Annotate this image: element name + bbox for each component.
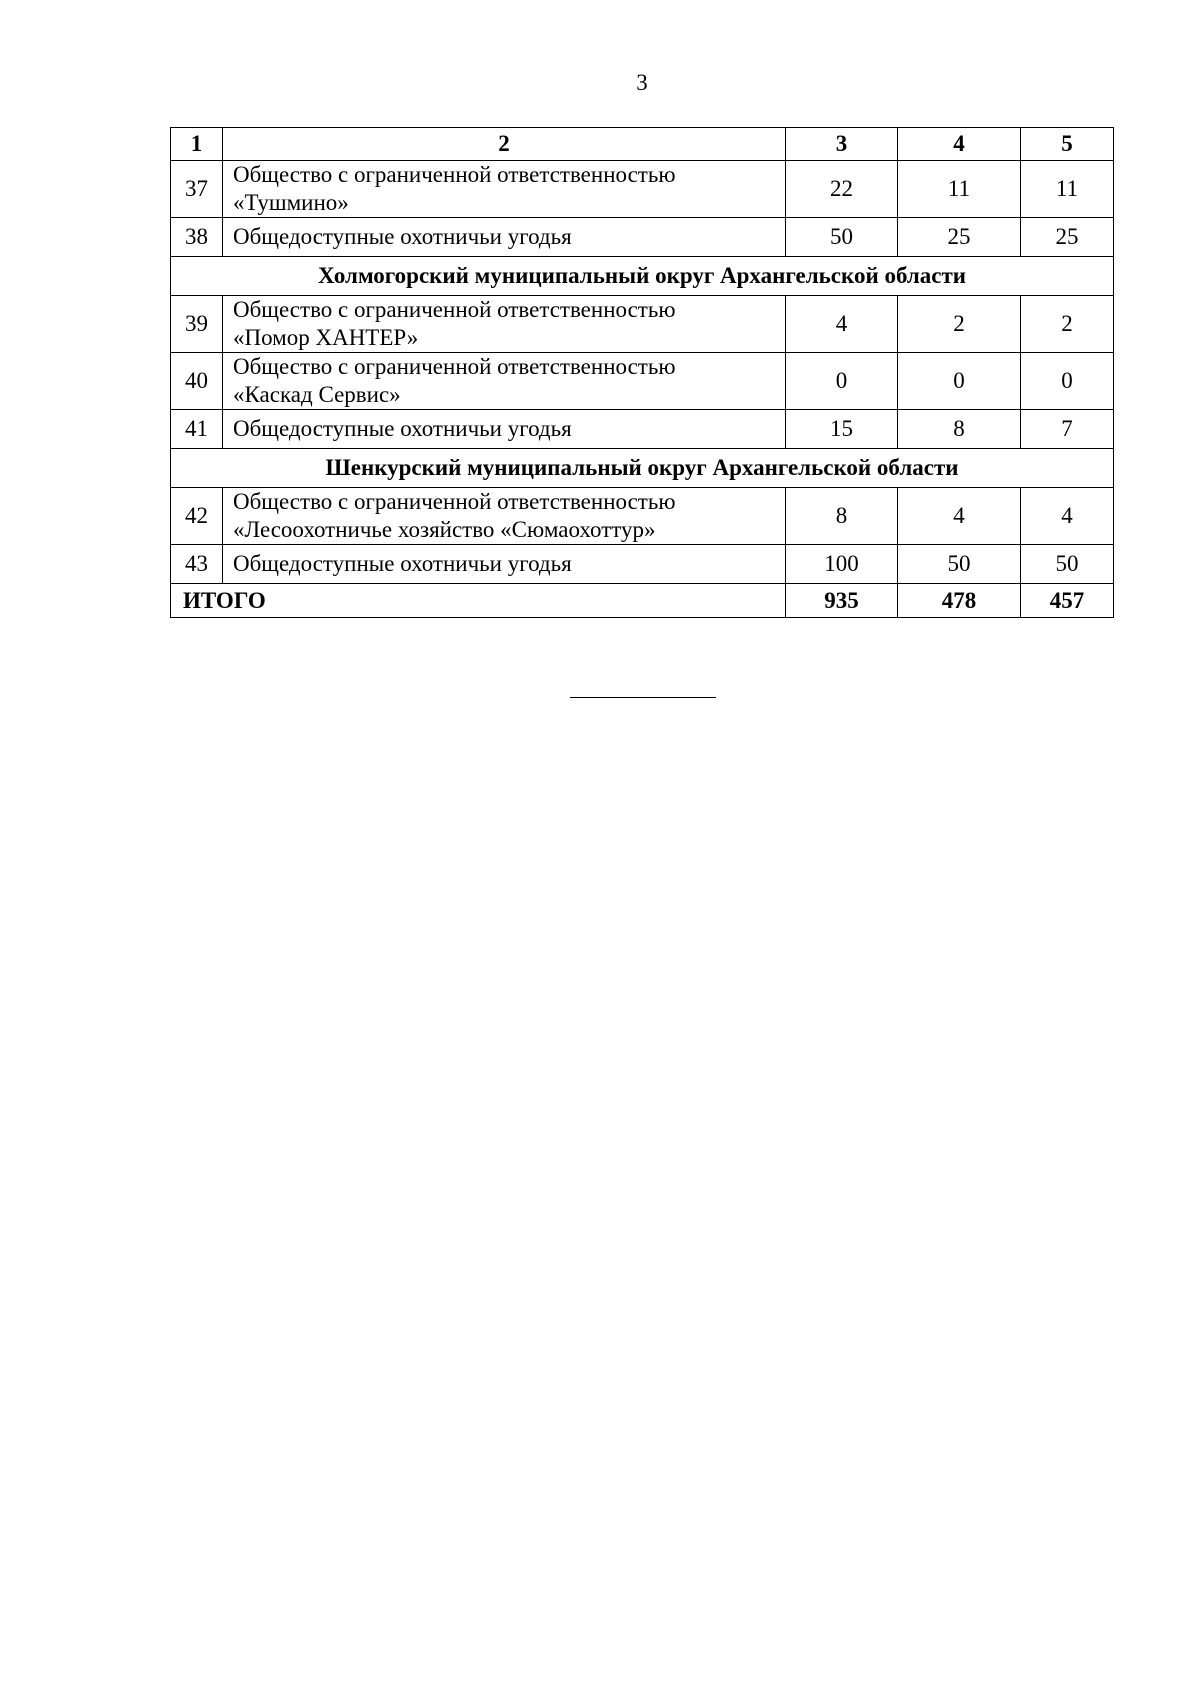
row-name-line: Общество с ограниченной ответственностью (233, 489, 676, 514)
total-col4: 478 (898, 584, 1021, 618)
value-col4: 4 (898, 488, 1021, 545)
row-name: Общедоступные охотничьи угодья (223, 545, 786, 584)
value-col3: 15 (786, 410, 898, 449)
value-col5: 7 (1021, 410, 1114, 449)
table-row (171, 488, 1114, 545)
value-col3: 50 (786, 218, 898, 257)
table-row (171, 296, 1114, 353)
row-name-line: «Помор ХАНТЕР» (233, 325, 419, 350)
table-row (171, 161, 1114, 218)
row-name-line: Общество с ограниченной ответственностью (233, 297, 676, 322)
row-number: 42 (171, 488, 223, 545)
section-title: Шенкурский муниципальный округ Архангельской области (171, 449, 1114, 488)
value-col4: 25 (898, 218, 1021, 257)
value-col3: 8 (786, 488, 898, 545)
header-cell: 1 (171, 128, 223, 161)
row-name (223, 296, 786, 353)
row-number: 43 (171, 545, 223, 584)
allocation-table (170, 127, 1114, 618)
row-number: 40 (171, 353, 223, 410)
value-col4: 11 (898, 161, 1021, 218)
end-divider (570, 697, 716, 698)
value-col5: 0 (1021, 353, 1114, 410)
value-col5: 50 (1021, 545, 1114, 584)
value-col3: 22 (786, 161, 898, 218)
section-title: Холмогорский муниципальный округ Архангельской области (171, 257, 1114, 296)
row-name-line: Общество с ограниченной ответственностью (233, 162, 676, 187)
total-col3: 935 (786, 584, 898, 618)
value-col5: 2 (1021, 296, 1114, 353)
row-name-line: Общество с ограниченной ответственностью (233, 354, 676, 379)
total-row (171, 584, 1114, 618)
table-row (171, 353, 1114, 410)
value-col3: 0 (786, 353, 898, 410)
row-name (223, 488, 786, 545)
value-col4: 0 (898, 353, 1021, 410)
value-col3: 100 (786, 545, 898, 584)
row-name: Общедоступные охотничьи угодья (223, 410, 786, 449)
header-cell: 2 (223, 128, 786, 161)
value-col5: 4 (1021, 488, 1114, 545)
total-col5: 457 (1021, 584, 1114, 618)
value-col5: 11 (1021, 161, 1114, 218)
value-col4: 8 (898, 410, 1021, 449)
row-name-line: «Каскад Сервис» (233, 382, 401, 407)
table-row (171, 410, 1114, 449)
row-number: 39 (171, 296, 223, 353)
value-col5: 25 (1021, 218, 1114, 257)
total-label: ИТОГО (171, 584, 786, 618)
value-col4: 50 (898, 545, 1021, 584)
value-col3: 4 (786, 296, 898, 353)
value-col4: 2 (898, 296, 1021, 353)
section-row (171, 257, 1114, 296)
row-name-line: «Тушмино» (233, 190, 349, 215)
row-name: Общедоступные охотничьи угодья (223, 218, 786, 257)
row-number: 37 (171, 161, 223, 218)
header-cell: 3 (786, 128, 898, 161)
header-cell: 4 (898, 128, 1021, 161)
table-header-row (171, 128, 1114, 161)
page-number: 3 (636, 70, 648, 95)
table-row (171, 218, 1114, 257)
row-name (223, 353, 786, 410)
header-cell: 5 (1021, 128, 1114, 161)
table-row (171, 545, 1114, 584)
row-number: 38 (171, 218, 223, 257)
row-number: 41 (171, 410, 223, 449)
section-row (171, 449, 1114, 488)
row-name-line: «Лесоохотничье хозяйство «Сюмаохоттур» (233, 517, 656, 542)
row-name (223, 161, 786, 218)
